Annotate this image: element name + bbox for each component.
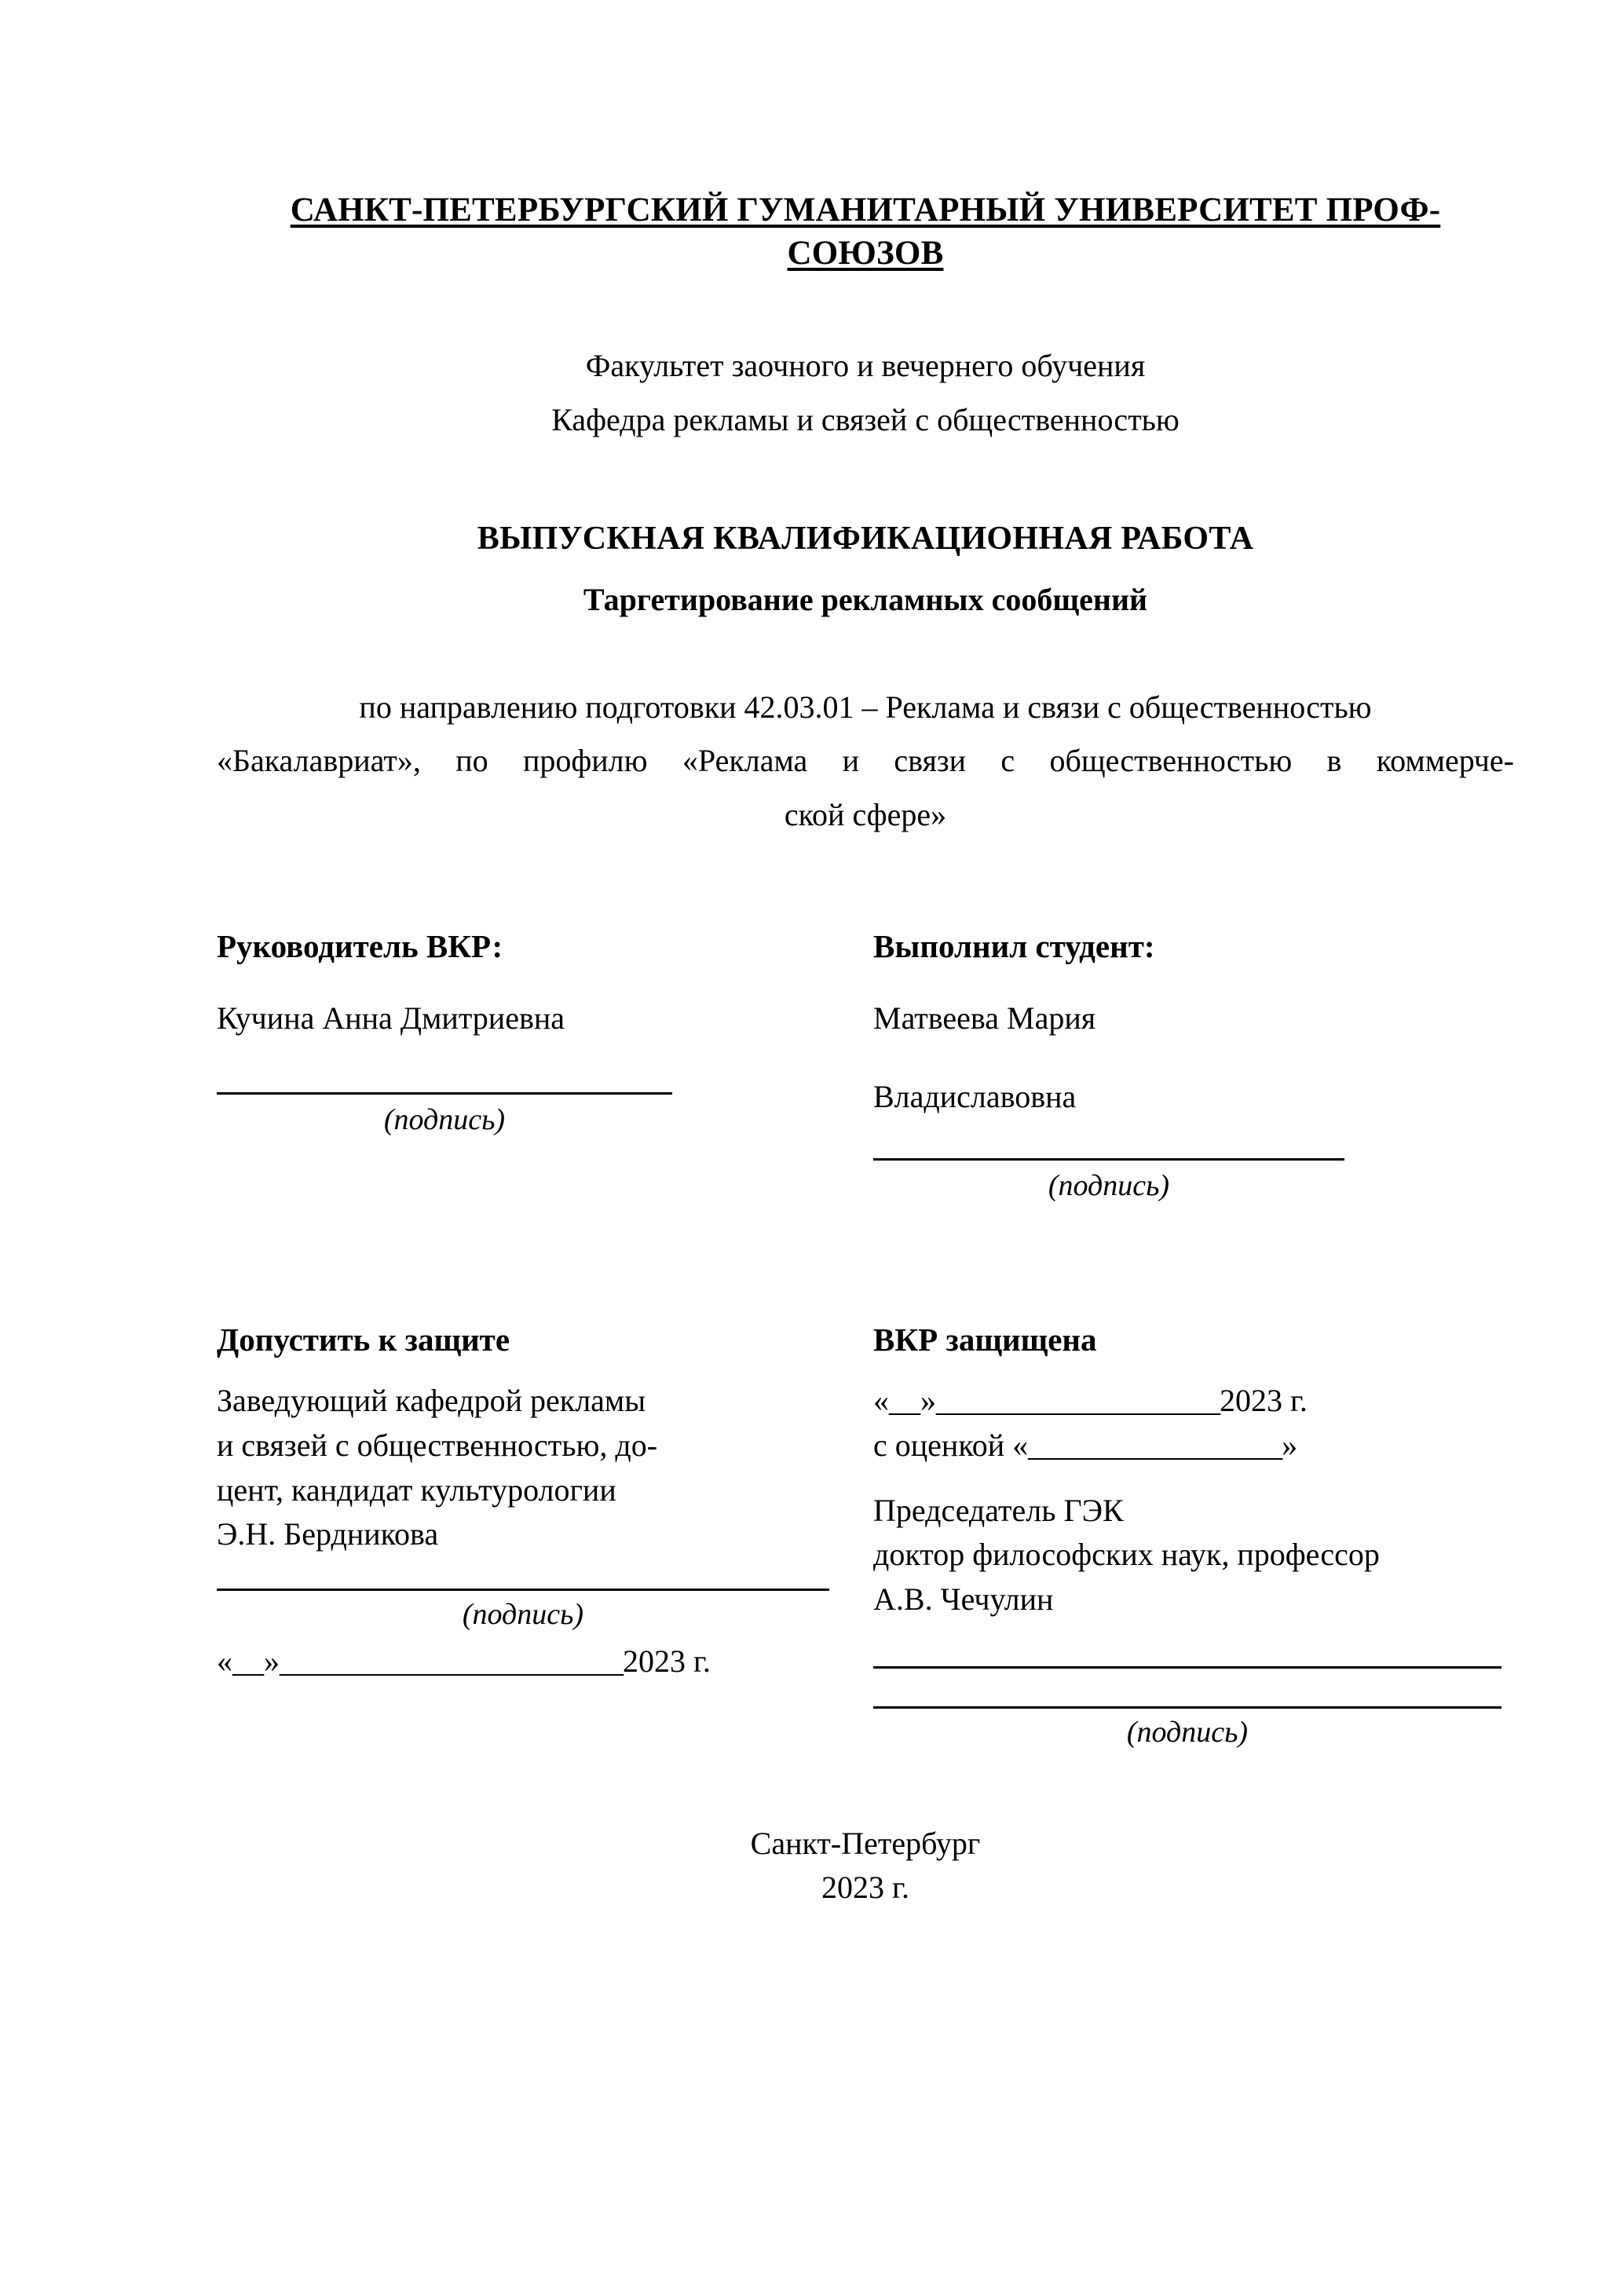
admission-body-line-1: Заведующий кафедрой рекламы — [217, 1383, 646, 1419]
defense-chair-line-3: А.В. Чечулин — [873, 1581, 1054, 1618]
supervisor-block — [214, 927, 873, 1203]
defense-grade-suffix: » — [1282, 1427, 1298, 1463]
faculty-block — [214, 339, 1517, 448]
university-title-line1: САНКТ-ПЕТЕРБУРГСКИЙ ГУМАНИТАРНЫЙ УНИВЕРСИТЕТ — [290, 192, 1326, 229]
admission-heading: Допустить к защите — [217, 1322, 510, 1358]
supervisor-signature-caption: (подпись) — [383, 1103, 506, 1137]
defense-signature-caption: (подпись) — [1126, 1716, 1249, 1749]
admission-date-suffix: 2023 г. — [623, 1643, 711, 1680]
defense-date-line — [873, 1379, 1517, 1424]
defense-signature-line-1 — [873, 1666, 1501, 1669]
defense-grade-line — [873, 1424, 1517, 1468]
direction-block — [214, 681, 1517, 843]
admission-date-line — [217, 1643, 873, 1680]
footer-block — [214, 1822, 1517, 1910]
signature-grid — [214, 927, 1517, 1203]
admission-body-line-2: и связей с общественностью, до- — [217, 1427, 658, 1463]
university-title-line2: СОЮЗОВ — [787, 235, 944, 272]
admission-body-line-4: Э.Н. Бердникова — [217, 1516, 439, 1552]
city-name: Санкт-Петербург — [750, 1826, 981, 1862]
defense-dates — [873, 1379, 1517, 1468]
student-block — [873, 927, 1517, 1203]
defense-grade-fill: _________________ — [1028, 1427, 1282, 1463]
defense-grade-prefix: с оценкой « — [873, 1427, 1029, 1463]
document-content — [214, 188, 1517, 1910]
defense-block — [873, 1321, 1517, 1749]
lower-grid — [214, 1321, 1517, 1749]
university-title-line1b: ПРОФ- — [1326, 192, 1441, 229]
work-theme: Таргетирование рекламных сообщений — [583, 581, 1148, 617]
defense-chair-line-2: доктор философских наук, профессор — [873, 1537, 1380, 1573]
defense-signature-line-2 — [873, 1706, 1501, 1709]
student-name-line-2: Владиславовна — [873, 1079, 1077, 1115]
admission-body — [217, 1379, 873, 1557]
defense-date-suffix: 2023 г. — [1220, 1383, 1308, 1419]
direction-line-3: ской сфере» — [784, 797, 947, 833]
supervisor-heading: Руководитель ВКР: — [217, 928, 503, 965]
faculty-name: Факультет заочного и вечернего обучения — [585, 348, 1146, 384]
admission-date-fill: _______________________ — [280, 1643, 623, 1680]
admission-block — [214, 1321, 873, 1749]
supervisor-name: Кучина Анна Дмитриевна — [217, 1000, 565, 1036]
admission-date-prefix: «__» — [217, 1643, 280, 1680]
supervisor-signature-line — [217, 1092, 672, 1095]
defense-heading: ВКР защищена — [873, 1322, 1097, 1358]
defense-date-fill: ___________________ — [936, 1383, 1220, 1419]
student-signature-caption: (подпись) — [1048, 1169, 1170, 1203]
defense-chair — [873, 1489, 1517, 1622]
direction-line-1: по направлению подготовки 42.03.01 – Реклама и связи с общественностью — [359, 689, 1372, 725]
student-heading: Выполнил студент: — [873, 928, 1155, 965]
admission-body-line-3: цент, кандидат культурологии — [217, 1472, 616, 1508]
student-signature-line — [873, 1158, 1344, 1161]
student-name-line-1: Матвеева Мария — [873, 1000, 1096, 1036]
admission-signature-line — [217, 1589, 829, 1591]
department-name: Кафедра рекламы и связей с общественностью — [551, 401, 1180, 437]
direction-line-2: «Бакалавриат», по профилю «Реклама и связи с общественностью в коммерче- — [217, 743, 1514, 779]
year-label: 2023 г. — [821, 1870, 909, 1906]
defense-date-prefix: «__» — [873, 1383, 936, 1419]
defense-chair-line-1: Председатель ГЭК — [873, 1492, 1124, 1528]
admission-signature-caption: (подпись) — [462, 1598, 584, 1632]
university-title — [214, 188, 1517, 275]
work-type: ВЫПУСКНАЯ КВАЛИФИКАЦИОННАЯ РАБОТА — [477, 520, 1254, 557]
